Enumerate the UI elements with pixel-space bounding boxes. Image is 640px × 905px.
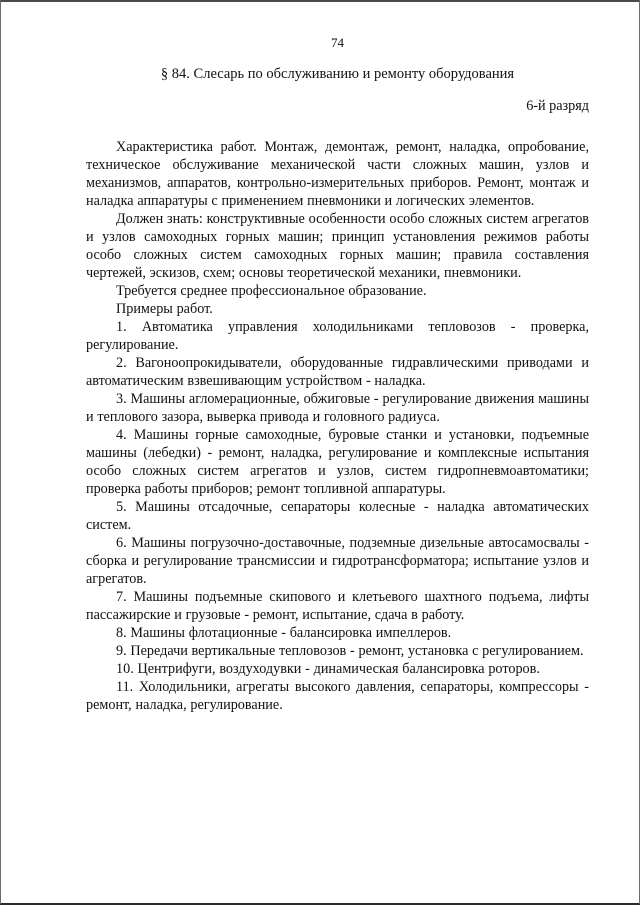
example-item-9: 9. Передачи вертикальные тепловозов - ремонт, установка с регулированием. xyxy=(116,643,584,659)
example-item-2: 2. Вагоноопрокидыватели, оборудованные гидравлическими приводами и автоматическим взвешивающим устройством - наладка. xyxy=(86,355,589,389)
example-item-1: 1. Автоматика управления холодильниками тепловозов - проверка, регулирование. xyxy=(86,319,589,353)
example-item-5: 5. Машины отсадочные, сепараторы колесные - наладка автоматических систем. xyxy=(86,499,589,533)
example-item-10: 10. Центрифуги, воздуходувки - динамическая балансировка роторов. xyxy=(116,661,540,677)
example-item-3: 3. Машины агломерационные, обжиговые - регулирование движения машины и теплового зазора, выверка привода и головного радиуса. xyxy=(86,391,589,425)
example-item-7: 7. Машины подъемные скипового и клетьевого шахтного подъема, лифты пассажирские и грузовые - ремонт, испытание, сдача в работу. xyxy=(86,589,589,623)
education-paragraph: Требуется среднее профессиональное образование. xyxy=(116,283,427,299)
characteristic-paragraph: Характеристика работ. Монтаж, демонтаж, ремонт, наладка, опробование, техническое обслуживание механической части сложных машин, узлов и механизмов, аппаратов, контрольно-измерительных приборов. Ремонт, монтаж и наладка аппаратуры с применением пневмоники и логических элементов. xyxy=(86,139,589,209)
page-content xyxy=(86,34,589,714)
section-title: § 84. Слесарь по обслуживанию и ремонту оборудования xyxy=(160,66,515,82)
grade-label: 6-й разряд xyxy=(526,98,589,114)
examples-heading: Примеры работ. xyxy=(116,301,213,317)
example-item-4: 4. Машины горные самоходные, буровые станки и установки, подъемные машины (лебедки) - ремонт, наладка, регулирование и комплексные испытания особо сложных систем агрегатов и узлов, систем гидропневмоавтоматики; проверка работы приборов; ремонт топливной аппаратуры. xyxy=(86,427,589,497)
must-know-paragraph: Должен знать: конструктивные особенности особо сложных систем агрегатов и узлов самоходных горных машин; принцип установления режимов работы особо сложных систем самоходных горных машин; правила составления чертежей, эскизов, схем; основы теоретической механики, пневмоники. xyxy=(86,211,589,281)
example-item-11: 11. Холодильники, агрегаты высокого давления, сепараторы, компрессоры - ремонт, наладка, регулирование. xyxy=(86,679,589,713)
example-item-6: 6. Машины погрузочно-доставочные, подземные дизельные автосамосвалы - сборка и регулирование трансмиссии и гидротрансформатора; испытание узлов и агрегатов. xyxy=(86,535,589,587)
page-number: 74 xyxy=(331,35,344,50)
example-item-8: 8. Машины флотационные - балансировка импеллеров. xyxy=(116,625,452,641)
